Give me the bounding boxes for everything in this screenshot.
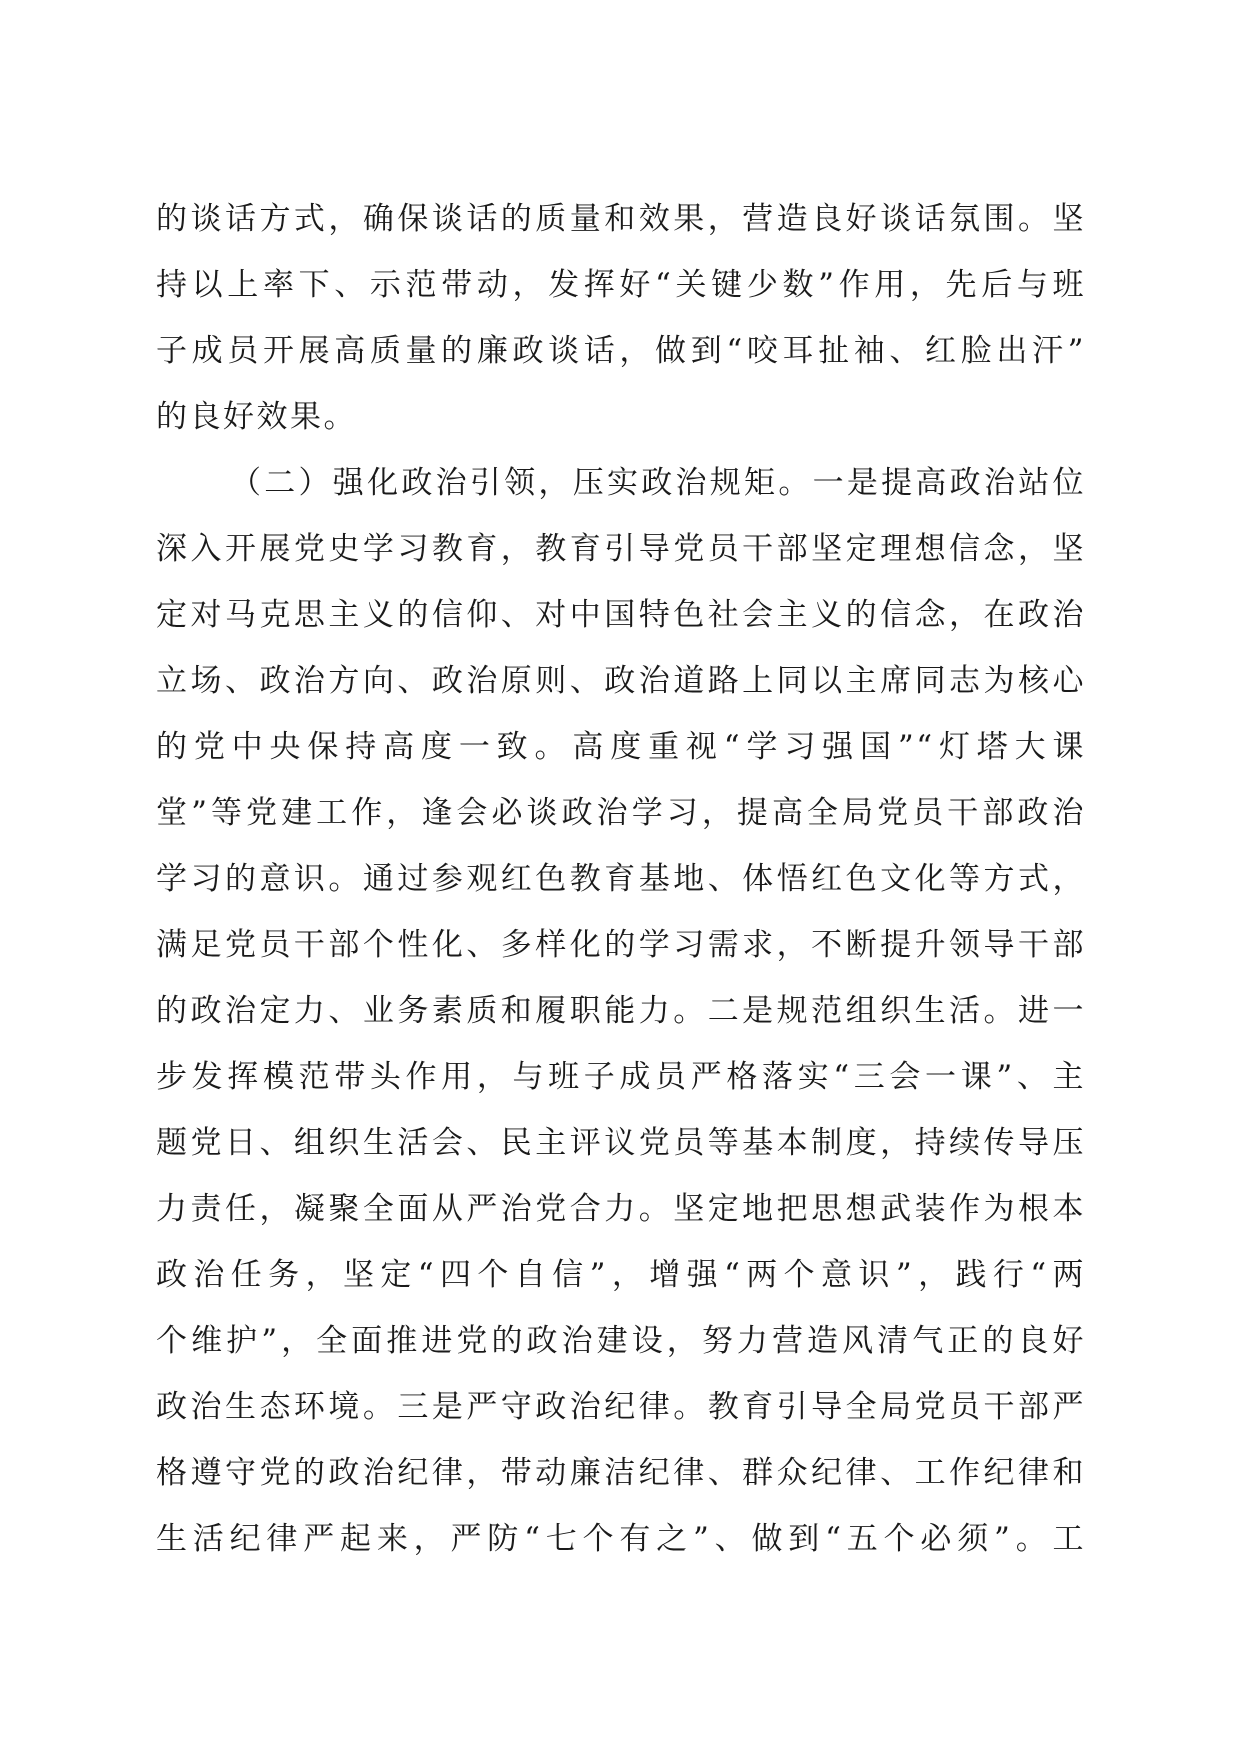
- text-line: 格遵守党的政治纪律，带动廉洁纪律、群众纪律、工作纪律和: [156, 1455, 1086, 1491]
- text-line: 的党中央保持高度一致。高度重视“学习强国”“灯塔大课: [156, 729, 1086, 765]
- section-heading-line: （二）强化政治引领，压实政治规矩。一是提高政治站位: [230, 465, 1086, 501]
- text-line: 政治任务，坚定“四个自信”，增强“两个意识”，践行“两: [156, 1257, 1086, 1293]
- text-line: 定对马克思主义的信仰、对中国特色社会主义的信念，在政治: [156, 597, 1086, 633]
- text-line: 子成员开展高质量的廉政谈话，做到“咬耳扯袖、红脸出汗”: [156, 333, 1086, 369]
- text-line: 学习的意识。通过参观红色教育基地、体悟红色文化等方式，: [156, 861, 1086, 897]
- text-line: 堂”等党建工作，逢会必谈政治学习，提高全局党员干部政治: [156, 795, 1086, 831]
- body-text: [156, 186, 1086, 1572]
- text-line: 的政治定力、业务素质和履职能力。二是规范组织生活。进一: [156, 993, 1086, 1029]
- text-line: 步发挥模范带头作用，与班子成员严格落实“三会一课”、主: [156, 1059, 1086, 1095]
- text-line: 题党日、组织生活会、民主评议党员等基本制度，持续传导压: [156, 1125, 1086, 1161]
- text-line: 的良好效果。: [156, 399, 357, 435]
- text-line: 持以上率下、示范带动，发挥好“关键少数”作用，先后与班: [156, 267, 1086, 303]
- text-line: 政治生态环境。三是严守政治纪律。教育引导全局党员干部严: [156, 1389, 1086, 1425]
- text-line: 生活纪律严起来，严防“七个有之”、做到“五个必须”。工: [156, 1521, 1086, 1557]
- text-line: 力责任，凝聚全面从严治党合力。坚定地把思想武装作为根本: [156, 1191, 1086, 1227]
- text-line: 深入开展党史学习教育，教育引导党员干部坚定理想信念，坚: [156, 531, 1086, 567]
- text-line: 立场、政治方向、政治原则、政治道路上同以主席同志为核心: [156, 663, 1086, 699]
- text-line: 个维护”，全面推进党的政治建设，努力营造风清气正的良好: [156, 1323, 1086, 1359]
- text-line: 满足党员干部个性化、多样化的学习需求，不断提升领导干部: [156, 927, 1086, 963]
- text-line: 的谈话方式，确保谈话的质量和效果，营造良好谈话氛围。坚: [156, 201, 1086, 237]
